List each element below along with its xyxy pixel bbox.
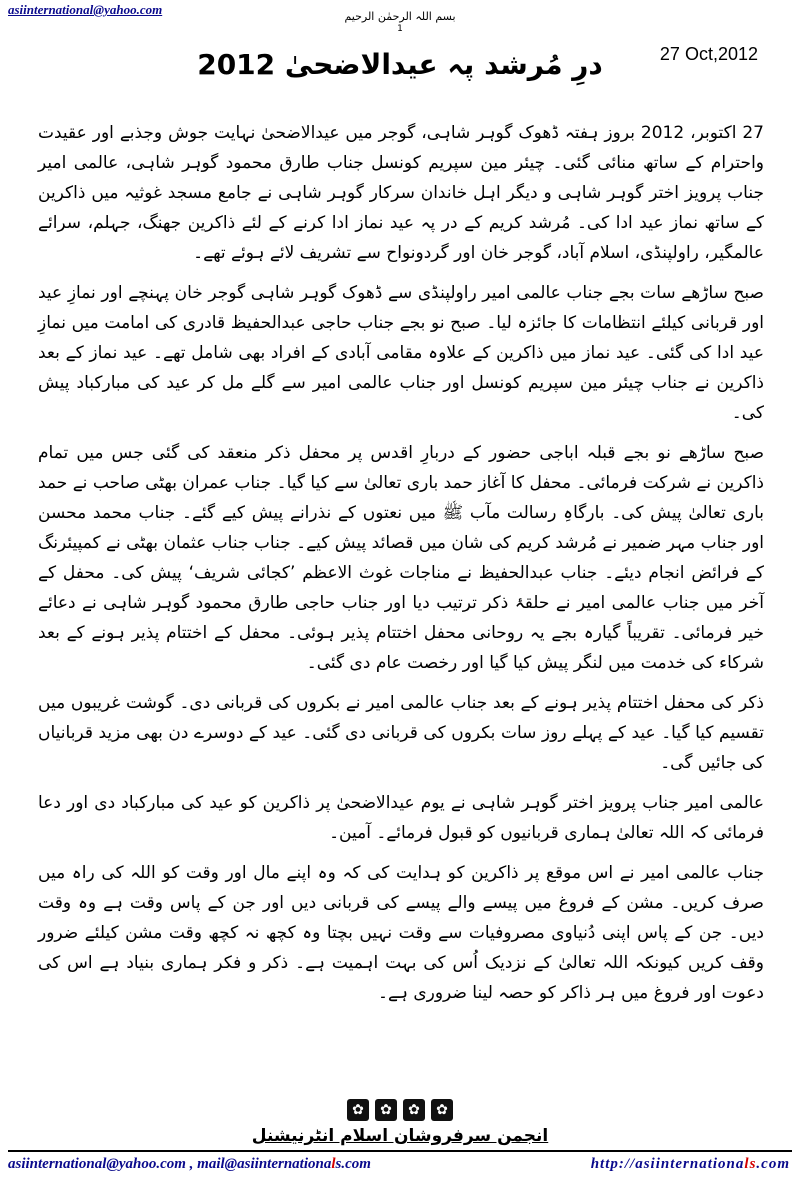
footer-website-suffix: .com [756,1156,790,1172]
header-email-link[interactable]: asiinternational@yahoo.com [8,2,163,17]
article-body [38,118,764,1018]
paragraph: عالمی امیر جناب پرویز اختر گوہر شاہی نے یوم عیدالاضحیٰ پر ذاکرین کو عید کی مبارکباد دی اور دعا فرمائی کہ اللہ تعالیٰ ہماری قربانیوں کو قبول فرمائے۔ آمین۔ [38,793,764,843]
article-date: 27 Oct,2012 [659,44,758,64]
organization-name: انجمن سرفروشان اسلام انٹرنیشنل [251,1126,549,1146]
article-title: درِ مُرشد پہ عیدالاضحیٰ 2012 [197,48,603,81]
footer-website-text: http://asiinternationa [590,1156,745,1172]
flower-icon: ✿ [375,1099,397,1121]
footer-website-link[interactable] [591,1156,790,1173]
footer-emails[interactable] [8,1156,371,1173]
paragraph: جناب عالمی امیر نے اس موقع پر ذاکرین کو ہدایت کی کہ وہ اپنے مال اور وقت کو اللہ کی راہ میں صرف کریں۔ مشن کے فروغ میں پیسے والے پیسے کی قربانی دیں اور جن کے پاس وقت ہے وہ وقت دیں۔ جن کے پاس اپنی دُنیاوی مصروفیات سے وقت نہیں بچتا وہ کچھ نہ کچھ وقت مشن کیلئے ضرور وقف کریں کیونکہ اللہ تعالیٰ کے نزدیک اُس کی بہت اہمیت ہے۔ ذکر و فکر ہماری بنیاد ہے اس کی دعوت اور فروغ میں ہر ذاکر کو حصہ لینا ضروری ہے۔ [38,863,764,1003]
bismillah-text: بسم اللہ الرحمٰن الرحیم [344,10,456,23]
decorative-ornaments [0,1098,800,1121]
footer-emails-suffix: s.com [335,1156,371,1172]
page-number: 1 [397,24,403,34]
paragraph: صبح ساڑھے سات بجے جناب عالمی امیر راولپنڈی سے ڈھوک گوہر شاہی گوجر خان پہنچے اور نمازِ عید اور قربانی کیلئے انتظامات کا جائزہ لیا۔ صبح نو بجے جناب حاجی عبدالحفیظ قادری کی امامت میں نمازِ عید ادا کی گئی۔ عید نماز میں ذاکرین کے علاوہ مقامی آبادی کے افراد بھی شامل تھے۔ عید نماز کے بعد ذاکرین نے جناب چیئر مین سپریم کونسل اور جناب عالمی امیر سے گلے مل کر عید کی مبارکباد پیش کی۔ [38,283,764,423]
flower-icon: ✿ [347,1099,369,1121]
flower-icon: ✿ [403,1099,425,1121]
footer-emails-highlight: l [331,1156,336,1172]
paragraph: ذکر کی محفل اختتام پذیر ہونے کے بعد جناب عالمی امیر نے بکروں کی قربانی دی۔ گوشت غریبوں میں تقسیم کیا گیا۔ عید کے پہلے روز سات بکروں کی قربانی دی گئی۔ عید کے دوسرے دن بھی مزید قربانیاں کی جائیں گی۔ [38,693,764,773]
paragraph: 27 اکتوبر، 2012 بروز ہفتہ ڈھوک گوہر شاہی، گوجر میں عیدالاضحیٰ نہایت جوش وجذبے اور عقیدت واحترام کے ساتھ منائی گئی۔ چیئر مین سپریم کونسل جناب طارق محمود گوہر شاہی، عالمی امیر جناب پرویز اختر گوہر شاہی و دیگر اہل خاندان سرکار گوہر شاہی نے جامع مسجد غوثیہ میں ذاکرین کے ساتھ نماز عید ادا کی۔ مُرشد کریم کے در پہ عید نماز ادا کرنے کے لئے ذاکرین جھنگ، جہلم، سرائے عالمگیر، راولپنڈی، اسلام آباد، گوجر خان اور گردونواح سے تشریف لائے ہوئے تھے۔ [38,123,764,263]
footer-emails-text: asiinternational@yahoo.com , mail@asiinternationa [8,1156,332,1172]
flower-icon: ✿ [431,1099,453,1121]
footer-divider [8,1150,792,1152]
paragraph: صبح ساڑھے نو بجے قبلہ اباجی حضور کے دربارِ اقدس پر محفل ذکر منعقد کی گئی جس میں تمام ذاکرین نے شرکت فرمائی۔ محفل کا آغاز حمد باری تعالیٰ سے کیا گیا۔ جناب عمران بھٹی صاحب نے حمد باری تعالیٰ پیش کی۔ بارگاہِ رسالت مآب ﷺ میں نعتوں کے نذرانے پیش کیے گئے۔ جناب محمد محسن اور جناب مہر ضمیر نے مُرشد کریم کی شان میں قصائد پیش کیے۔ جناب جناب عثمان بھٹی نے کمپیئرنگ کے فرائض انجام دیئے۔ جناب عبدالحفیظ نے مناجات غوث الاعظم ’کجائی شریف‘ پیش کی۔ محفل کے آخر میں جناب عالمی امیر نے حلقۂ ذکر ترتیب دیا اور جناب حاجی طارق محمود گوہر شاہی نے دعائے خیر فرمائی۔ تقریباً گیارہ بجے یہ روحانی محفل اختتام پذیر ہوئی۔ محفل کے اختتام پذیر ہونے کے بعد شرکاء کی خدمت میں لنگر پیش کیا گیا اور رخصت عام دی گئی۔ [38,443,764,673]
footer-website-highlight: ls [744,1156,757,1172]
